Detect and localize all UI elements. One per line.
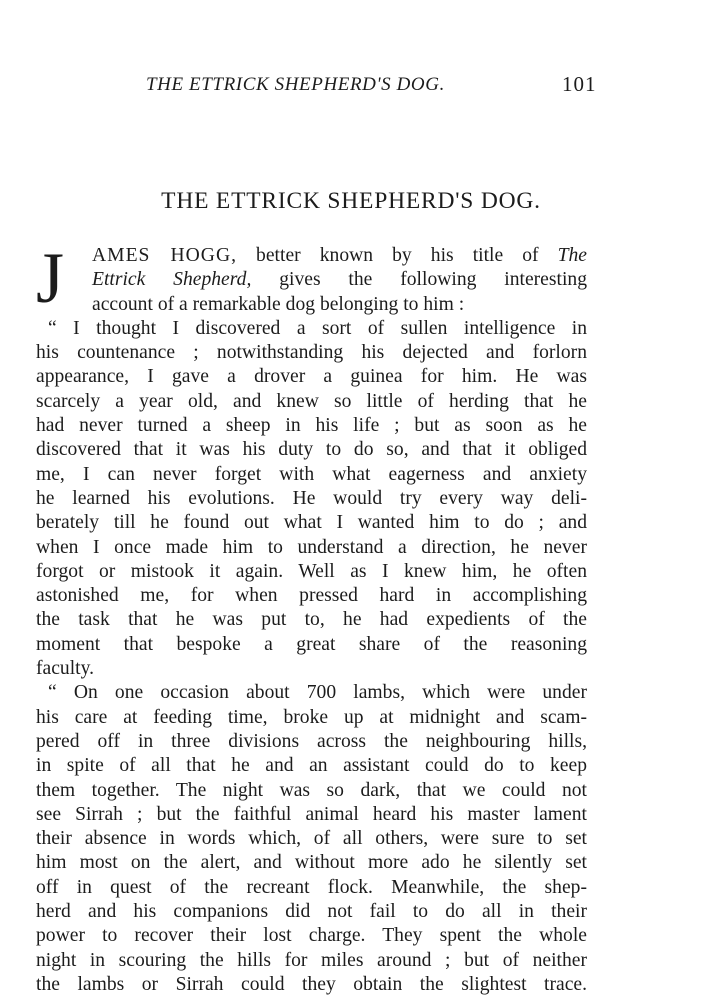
text-line: see Sirrah ; but the faithful animal heard his master lament xyxy=(36,803,587,825)
text-line: the task that he was put to, he had expedients of the xyxy=(36,609,587,631)
text-line: forgot or mistook it again. Well as I knew him, he often xyxy=(36,560,587,582)
text-line: astonished me, for when pressed hard in accomplishing xyxy=(36,585,587,607)
text-line: me, I can never forget with what eagerness and anxiety xyxy=(36,463,587,485)
text-line: berately till he found out what I wanted him to do ; and xyxy=(36,512,587,534)
text-fragment: better known by his title of xyxy=(237,245,558,266)
text-line xyxy=(92,268,587,292)
text-line: account of a remarkable dog belonging to him : xyxy=(92,293,465,315)
text-line: he learned his evolutions. He would try every way deli- xyxy=(36,487,587,509)
text-line: night in scouring the hills for miles around ; but of neither xyxy=(36,949,587,971)
chapter-title: THE ETTRICK SHEPHERD'S DOG. xyxy=(161,188,541,214)
paragraph-quote-1 xyxy=(36,317,587,681)
page-number: 101 xyxy=(562,72,597,96)
text-line: his countenance ; notwithstanding his dejected and forlorn xyxy=(36,342,587,364)
text-line: appearance, I gave a drover a guinea for him. He was xyxy=(36,366,587,388)
text-line: faculty. xyxy=(36,658,95,680)
body-text xyxy=(36,238,587,997)
text-line: power to recover their lost charge. They spent the whole xyxy=(36,925,587,947)
text-line: had never turned a sheep in his life ; but as soon as he xyxy=(36,415,587,437)
text-line: “ On one occasion about 700 lambs, which were under xyxy=(48,682,587,704)
text-line: pered off in three divisions across the neighbouring hills, xyxy=(36,730,587,752)
text-line: in spite of all that he and an assistant could do to keep xyxy=(36,755,587,777)
text-line: herd and his companions did not fail to do all in their xyxy=(36,901,587,923)
drop-cap: J xyxy=(36,238,65,318)
text-line: scarcely a year old, and knew so little of herding that he xyxy=(36,390,587,412)
text-line: when I once made him to understand a direction, he never xyxy=(36,536,587,558)
text-line: discovered that it was his duty to do so, and that it obliged xyxy=(36,439,587,461)
text-line: the lambs or Sirrah could they obtain the slightest trace. xyxy=(36,973,587,995)
italic-title-fragment: The xyxy=(557,245,587,266)
opening-caps: AMES HOGG, xyxy=(92,245,237,266)
running-head xyxy=(0,70,702,100)
running-title: THE ETTRICK SHEPHERD'S DOG. xyxy=(146,74,445,95)
text-line xyxy=(92,244,587,268)
text-fragment: gives the following interesting xyxy=(251,269,587,291)
text-line: his care at feeding time, broke up at midnight and scam- xyxy=(36,706,587,728)
text-line: him most on the alert, and without more ado he silently set xyxy=(36,852,587,874)
italic-title-fragment: Ettrick Shepherd, xyxy=(92,269,252,291)
text-line: moment that bespoke a great share of the reasoning xyxy=(36,633,587,655)
text-line: them together. The night was so dark, that we could not xyxy=(36,779,587,801)
text-line: off in quest of the recreant flock. Meanwhile, the shep- xyxy=(36,876,587,898)
paragraph-intro xyxy=(36,238,587,318)
text-line: their absence in words which, of all others, were sure to set xyxy=(36,828,587,850)
text-line: “ I thought I discovered a sort of sullen intelligence in xyxy=(48,317,587,339)
paragraph-quote-2 xyxy=(36,681,587,997)
